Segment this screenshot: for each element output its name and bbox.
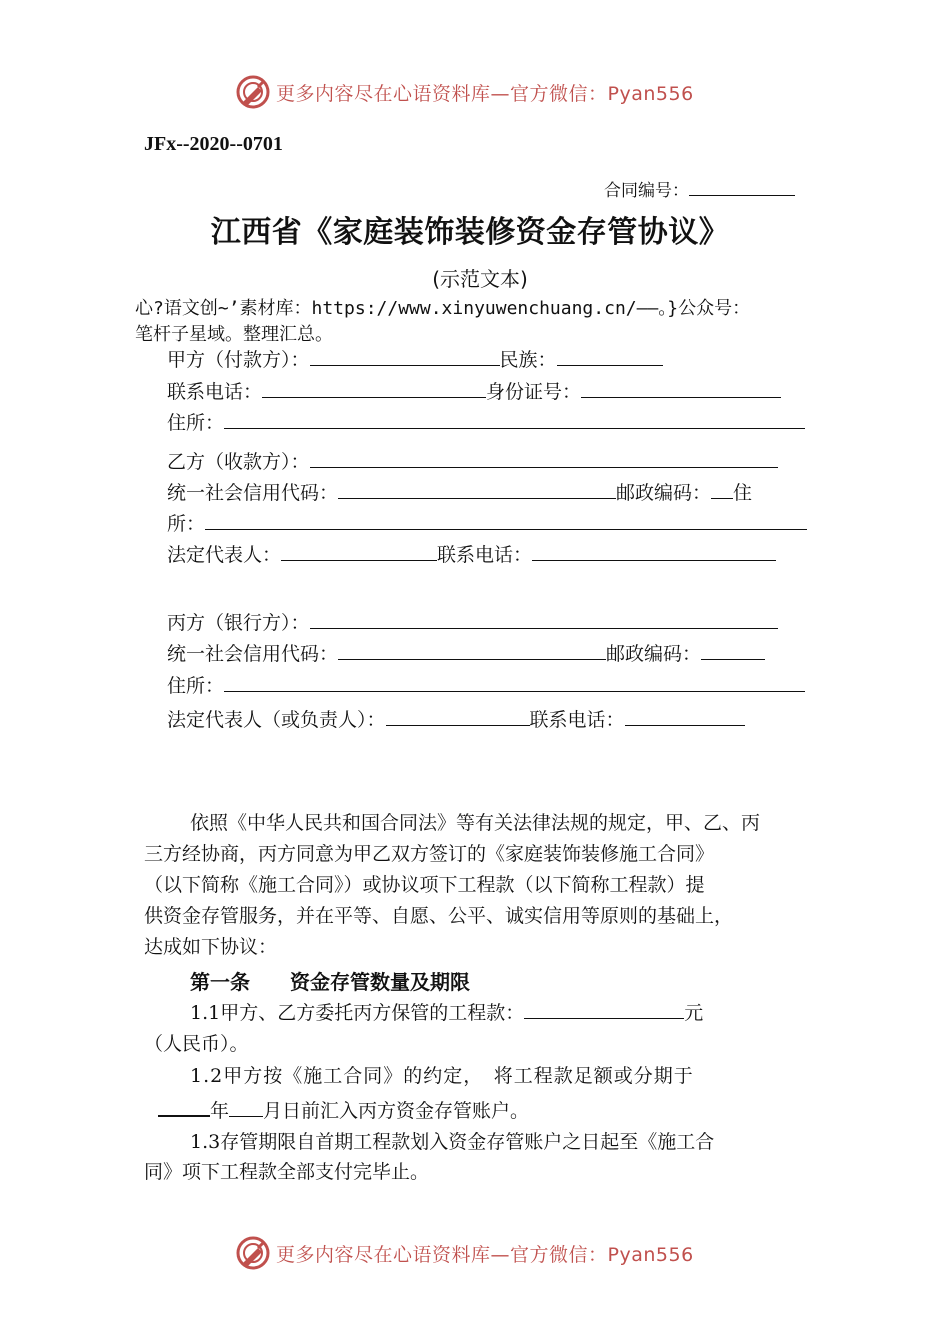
party-a-address-label: 住所：	[167, 412, 225, 434]
party-b-name-blank[interactable]	[310, 447, 778, 468]
party-b-address-row	[167, 509, 807, 536]
party-a-id-label: 身份证号：	[486, 381, 582, 403]
brand-logo-icon	[236, 1236, 270, 1270]
contract-number-blank[interactable]	[689, 175, 795, 196]
party-c-name-row	[167, 608, 778, 635]
article-1-heading: 第一条 资金存管数量及期限	[190, 970, 470, 994]
document-code: JFx--2020--0701	[144, 133, 283, 155]
party-b-name-label: 乙方（收款方）：	[167, 451, 310, 473]
preamble-line-4: 供资金存管服务，并在平等、自愿、公平、诚实信用等原则的基础上，	[144, 905, 734, 927]
preamble-line-1: 依照《中华人民共和国合同法》等有关法律法规的规定，甲、乙、丙	[190, 812, 761, 834]
party-b-name-row	[167, 447, 778, 474]
clause-1-3-line-1: 1.3存管期限自首期工程款划入资金存管账户之日起至《施工合	[190, 1131, 715, 1153]
party-b-credit-label: 统一社会信用代码：	[167, 482, 339, 504]
clause-1-1	[190, 998, 703, 1025]
party-c-name-label: 丙方（银行方）：	[167, 612, 310, 634]
party-b-phone-label: 联系电话：	[437, 544, 533, 566]
party-c-postal-blank[interactable]	[701, 639, 765, 660]
party-b-phone-blank[interactable]	[532, 540, 776, 561]
contract-number-label: 合同编号：	[604, 181, 689, 201]
party-a-ethnicity-label: 民族：	[499, 349, 557, 371]
party-c-credit-row	[167, 639, 765, 666]
page-subtitle: (示范文本)	[432, 267, 528, 291]
clause-1-2-rest: 月日前汇入丙方资金存管账户。	[263, 1100, 530, 1122]
page-title: 江西省《家庭装饰装修资金存管协议》	[210, 215, 730, 250]
clause-1-2-date-row	[158, 1095, 529, 1123]
brand-logo-icon	[236, 75, 270, 109]
party-c-address-row	[167, 671, 805, 698]
source-note-line-1: 心?语文创~’素材库：https://www.xinyuwenchuang.cn/——。}公众号：	[135, 298, 751, 319]
party-c-postal-label: 邮政编码：	[606, 643, 702, 665]
party-a-name-label: 甲方（付款方）：	[167, 349, 310, 371]
preamble-line-3: （以下简称《施工合同》）或协议项下工程款（以下简称工程款）提	[144, 874, 705, 896]
party-c-legal-rep-row	[167, 705, 745, 732]
party-a-name-row	[167, 345, 663, 372]
party-b-address-prefix: 住	[733, 482, 753, 504]
party-a-address-row	[167, 408, 805, 435]
party-b-credit-blank[interactable]	[338, 478, 616, 499]
header-watermark-banner	[236, 72, 694, 112]
party-a-phone-row	[167, 377, 781, 404]
party-b-address-blank[interactable]	[205, 509, 807, 530]
party-c-credit-label: 统一社会信用代码：	[167, 643, 339, 665]
party-a-address-blank[interactable]	[224, 408, 805, 429]
party-a-phone-blank[interactable]	[262, 377, 486, 398]
source-note-line-2: 笔杆子星域。整理汇总。	[135, 324, 333, 345]
banner-text: 更多内容尽在心语资料库—官方微信：Pyan556	[276, 82, 694, 105]
party-a-ethnicity-blank[interactable]	[557, 345, 663, 366]
party-c-name-blank[interactable]	[310, 608, 778, 629]
party-c-legal-rep-label: 法定代表人（或负责人）：	[167, 709, 386, 731]
party-b-postal-label: 邮政编码：	[616, 482, 712, 504]
party-c-legal-rep-blank[interactable]	[386, 705, 530, 726]
party-c-phone-blank[interactable]	[625, 705, 745, 726]
party-c-credit-blank[interactable]	[338, 639, 606, 660]
clause-1-1-unit: 元	[684, 1002, 704, 1024]
party-a-phone-label: 联系电话：	[167, 381, 263, 403]
clause-1-1-continued: （人民币）。	[144, 1033, 249, 1055]
clause-1-2: 1.2甲方按《施工合同》的约定， 将工程款足额或分期于	[190, 1065, 694, 1087]
clause-1-3-line-2: 同》项下工程款全部支付完毕止。	[144, 1161, 430, 1183]
clause-1-2-month-blank[interactable]	[229, 1096, 263, 1117]
clause-1-2-year-blank[interactable]	[158, 1095, 210, 1117]
party-b-legal-rep-blank[interactable]	[281, 540, 437, 561]
contract-number-field	[604, 175, 795, 201]
party-c-address-blank[interactable]	[224, 671, 805, 692]
party-c-phone-label: 联系电话：	[529, 709, 625, 731]
party-b-postal-blank[interactable]	[711, 478, 733, 499]
party-b-legal-rep-label: 法定代表人：	[167, 544, 282, 566]
party-a-id-blank[interactable]	[581, 377, 781, 398]
preamble-line-2: 三方经协商，丙方同意为甲乙双方签订的《家庭装饰装修施工合同》	[144, 843, 715, 865]
banner-text: 更多内容尽在心语资料库—官方微信：Pyan556	[276, 1243, 694, 1266]
preamble-line-5: 达成如下协议：	[144, 936, 278, 958]
party-b-legal-rep-row	[167, 540, 776, 567]
clause-1-2-year-label: 年	[210, 1100, 230, 1122]
clause-1-1-text: 1.1甲方、乙方委托丙方保管的工程款：	[190, 1002, 525, 1024]
clause-1-1-amount-blank[interactable]	[524, 998, 684, 1019]
footer-watermark-banner	[236, 1233, 694, 1273]
party-c-address-label: 住所：	[167, 675, 225, 697]
party-b-address-label: 所：	[167, 513, 206, 535]
party-b-credit-row	[167, 478, 752, 505]
party-a-name-blank[interactable]	[310, 345, 500, 366]
